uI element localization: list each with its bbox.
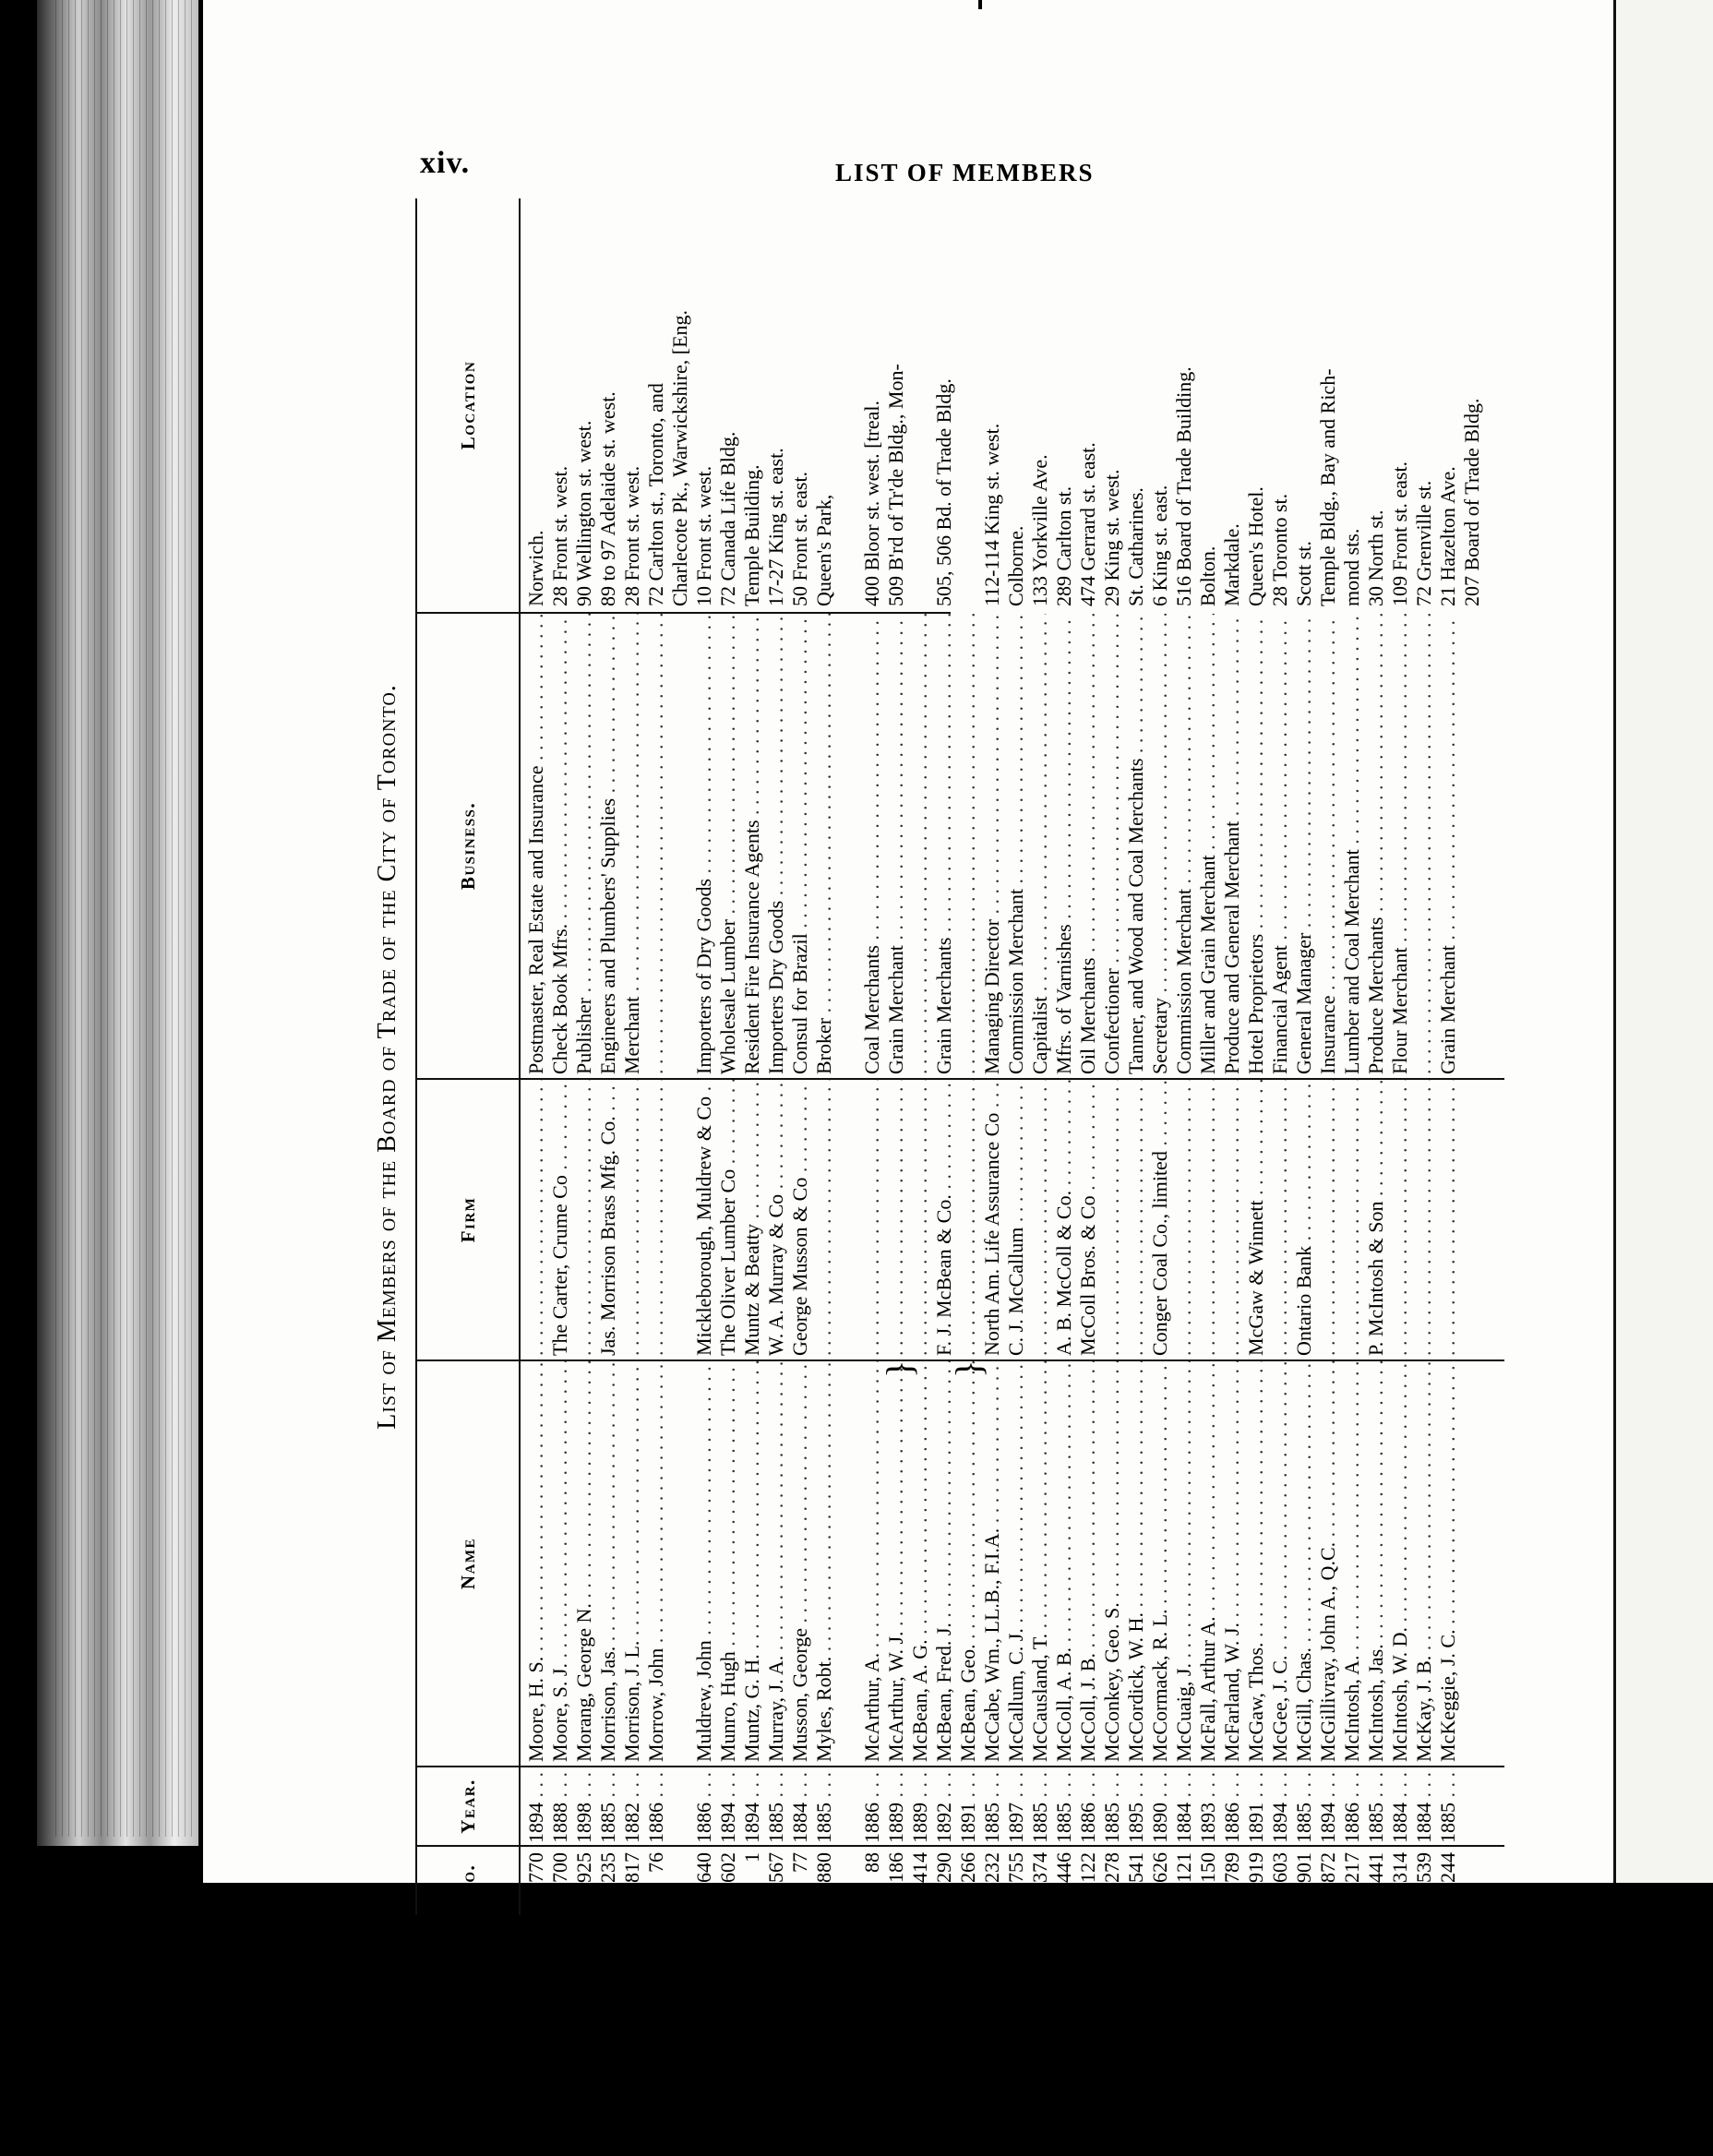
cell-name: McCausland, T. . . .: [1028, 1361, 1051, 1767]
cell-firm: [620, 1080, 643, 1361]
cell-location: Markdale.: [1220, 523, 1243, 606]
cell-year: 1885 . . .: [980, 1767, 1003, 1847]
cell-no: 567: [764, 1852, 787, 1883]
cell-year: 1885 . . .: [1292, 1767, 1315, 1847]
cell-year: 1884 . . .: [1388, 1767, 1411, 1847]
cell-location: 28 Front st. west.: [620, 465, 643, 606]
cell-year: 1894 . . .: [1268, 1767, 1291, 1847]
cell-year: 1897 . . .: [1004, 1767, 1027, 1847]
cell-name: McIntosh, A. . . .: [1340, 1361, 1363, 1767]
cell-year: 1886 . . .: [1340, 1767, 1363, 1847]
cell-location: 400 Bloor st. west. [treal.: [860, 400, 883, 606]
cell-name: McIntosh, Jas. . . .: [1364, 1361, 1387, 1767]
table-row: [956, 198, 979, 1915]
cell-location: St. Catharines.: [1124, 487, 1147, 606]
cell-year: 1885 . . .: [1100, 1767, 1123, 1847]
cell-business: [956, 614, 979, 1080]
cell-year: 1886 . . .: [644, 1767, 667, 1847]
cell-year: 1894 . . .: [524, 1767, 547, 1847]
table-row: [1316, 198, 1339, 1915]
cell-firm: [1268, 1080, 1291, 1361]
table-row: [1004, 198, 1027, 1915]
cell-firm: [644, 1080, 667, 1361]
cell-firm: A. B. McColl & Co. . . .: [1052, 1080, 1075, 1361]
header-firm: Firm: [417, 1080, 519, 1361]
cell-business: Importers of Dry Goods . . .: [692, 614, 715, 1080]
cell-business: Postmaster, Real Estate and Insurance . . .: [524, 614, 547, 1080]
cell-location: 21 Hazelton Ave.: [1436, 466, 1459, 606]
cell-firm: [1412, 1080, 1435, 1361]
cell-location: [908, 198, 931, 614]
cell-name: McCuaig, J. . . .: [1172, 1361, 1195, 1767]
cell-firm: [1436, 1080, 1459, 1361]
cell-firm: [1124, 1080, 1147, 1361]
cell-business: Commission Merchant . . .: [1172, 614, 1195, 1080]
table-row: [764, 198, 787, 1915]
cell-no: 872: [1316, 1852, 1339, 1883]
header-year: Year.: [417, 1767, 519, 1847]
cell-name: McKay, J. B. . . .: [1412, 1361, 1435, 1767]
cell-firm: [884, 1080, 907, 1361]
cell-no: 186: [884, 1852, 907, 1883]
table-row: [572, 198, 595, 1915]
table-row: [980, 198, 1003, 1915]
cell-location: 17-27 King st. east.: [764, 448, 787, 606]
table-row: [524, 198, 547, 1915]
cell-business: Flour Merchant . . .: [1388, 614, 1411, 1080]
cell-location: 207 Board of Trade Bldg.: [1460, 398, 1483, 606]
cell-firm: [908, 1080, 931, 1361]
cell-business: Financial Agent . . .: [1268, 614, 1291, 1080]
cell-business: Grain Merchants . . .: [932, 614, 955, 1080]
table-row: [1268, 198, 1291, 1915]
cell-name: Morang, George N. . . .: [572, 1361, 595, 1767]
cell-business: Consul for Brazil . . .: [788, 614, 811, 1080]
cell-year: 1895 . . .: [1124, 1767, 1147, 1847]
cell-year: 1885 . . .: [1028, 1767, 1051, 1847]
cell-location: 509 B'rd of Tr'de Bldg., Mon-: [884, 364, 907, 606]
cell-location: Bolton.: [1196, 545, 1219, 606]
cell-business: Managing Director . . .: [980, 614, 1003, 1080]
cell-location: 90 Wellington st. west.: [572, 420, 595, 606]
scan-mark: [978, 0, 982, 9]
table-row: [1148, 198, 1171, 1915]
cell-business: Engineers and Plumbers' Supplies . . .: [596, 614, 619, 1080]
cell-year: [1460, 1767, 1483, 1847]
cell-name: Muntz, G. H. . . .: [740, 1361, 763, 1767]
header-no: No.: [457, 1863, 479, 1898]
cell-name: McArthur, W. J. . . .: [884, 1361, 907, 1767]
cell-no: 290: [932, 1852, 955, 1883]
cell-no: 602: [716, 1852, 739, 1883]
table-row: [1388, 198, 1411, 1915]
cell-location: Norwich.: [524, 530, 547, 606]
cell-name: McGee, J. C. . . .: [1268, 1361, 1291, 1767]
cell-no: 880: [812, 1852, 835, 1883]
table-row: [860, 198, 883, 1915]
cell-name: Moore, S. J. . . .: [548, 1361, 571, 1767]
table-row: [1076, 198, 1099, 1915]
cell-year: 1893 . . .: [1196, 1767, 1219, 1847]
cell-location: 474 Gerrard st. east.: [1076, 442, 1099, 606]
table-row: [1028, 198, 1051, 1915]
cell-firm: George Musson & Co . . .: [788, 1080, 811, 1361]
cell-no: 446: [1052, 1852, 1075, 1883]
cell-firm: [1340, 1080, 1363, 1361]
cell-firm: Ontario Bank . . .: [1292, 1080, 1315, 1361]
cell-no: †640: [692, 1852, 715, 1893]
cell-no: 121: [1172, 1852, 1195, 1883]
table-row: [668, 198, 691, 1915]
cell-name: Morrison, Jas. . . .: [596, 1361, 619, 1767]
cell-no: 278: [1100, 1852, 1123, 1883]
cell-firm: [572, 1080, 595, 1361]
cell-no: 541: [1124, 1852, 1147, 1883]
cell-business: Confectioner . . .: [1100, 614, 1123, 1080]
cell-business: Tanner, and Wood and Coal Merchants . . .: [1124, 614, 1147, 1080]
table-row: [1460, 198, 1483, 1915]
cell-name: McCallum, C. J. . . .: [1004, 1361, 1027, 1767]
cell-year: [836, 1767, 859, 1847]
cell-firm: The Oliver Lumber Co . . .: [716, 1080, 739, 1361]
cell-firm: C. J. McCallum . . .: [1004, 1080, 1027, 1361]
cell-location: 50 Front st. east.: [788, 471, 811, 606]
cell-firm: [668, 1080, 691, 1361]
cell-name: McCabe, Wm., LL.B., F.I.A. . . .: [980, 1361, 1003, 1767]
table-header: [415, 198, 521, 1915]
cell-year: 1894 . . .: [740, 1767, 763, 1847]
cell-location: Colborne.: [1004, 525, 1027, 606]
cell-name: Morrow, John . . .: [644, 1361, 667, 1767]
cell-no: 314: [1388, 1852, 1411, 1883]
cell-year: 1885 . . .: [1052, 1767, 1075, 1847]
table-row: [1364, 198, 1387, 1915]
table-row: [884, 198, 907, 1915]
cell-year: 1894 . . .: [1316, 1767, 1339, 1847]
cell-year: 1885 . . .: [596, 1767, 619, 1847]
cell-location: 72 Canada Life Bldg.: [716, 431, 739, 606]
table-row: [1124, 198, 1147, 1915]
cell-location: 28 Toronto st.: [1268, 493, 1291, 606]
cell-business: Check Book Mfrs. . . .: [548, 614, 571, 1080]
cell-year: 1885 . . .: [1364, 1767, 1387, 1847]
cell-name: Murray, J. A. . . .: [764, 1361, 787, 1767]
cell-firm: [1388, 1080, 1411, 1361]
cell-business: Secretary . . .: [1148, 614, 1171, 1080]
cell-year: 1885 . . .: [764, 1767, 787, 1847]
cell-no: †235: [596, 1852, 619, 1893]
table-row: [692, 198, 715, 1915]
cell-no: 1: [740, 1852, 763, 1863]
cell-firm: Muntz & Beatty . . .: [740, 1080, 763, 1361]
table-row: [1436, 198, 1459, 1915]
cell-no: [836, 1849, 859, 1915]
cell-firm: Jas. Morrison Brass Mfg. Co. . . .: [596, 1080, 619, 1361]
cell-no: 919: [1244, 1852, 1267, 1883]
cell-location: 72 Carlton st., Toronto, and: [644, 383, 667, 606]
cell-business: Merchant . . .: [620, 614, 643, 1080]
table-row: [1052, 198, 1075, 1915]
cell-business: Coal Merchants . . .: [860, 614, 883, 1080]
cell-year: 1882 . . .: [620, 1767, 643, 1847]
table-body: [517, 198, 1504, 1915]
cell-firm: [956, 1080, 979, 1361]
cell-business: [1412, 614, 1435, 1080]
cell-no: 76: [644, 1852, 667, 1873]
cell-no: †700: [548, 1852, 571, 1893]
cell-name: McFall, Arthur A. . . .: [1196, 1361, 1219, 1767]
cell-location: Charlecote Pk., Warwickshire, [Eng.: [668, 309, 691, 606]
facing-page-edge: [1613, 0, 1713, 1883]
table-row: [1196, 198, 1219, 1915]
cell-business: Insurance . . .: [1316, 614, 1339, 1080]
cell-business: Commission Merchant . . .: [1004, 614, 1027, 1080]
table-row: [1220, 198, 1243, 1915]
cell-name: Munro, Hugh . . .: [716, 1361, 739, 1767]
cell-firm: [1316, 1080, 1339, 1361]
cell-no: 925: [572, 1852, 595, 1883]
cell-firm: [1196, 1080, 1219, 1361]
cell-name: Morrison, J. L. . . .: [620, 1361, 643, 1767]
brace: }: [948, 1359, 989, 1378]
cell-name: McCordick, W. H. . . .: [1124, 1361, 1147, 1767]
cell-year: 1898 . . .: [572, 1767, 595, 1847]
cell-firm: McColl Bros. & Co . . .: [1076, 1080, 1099, 1361]
header-name: Name: [417, 1361, 519, 1767]
cell-business: [668, 614, 691, 1080]
cell-name: McCormack, R. L. . . .: [1148, 1361, 1171, 1767]
cell-location: 30 North st.: [1364, 509, 1387, 606]
cell-business: Publisher . . .: [572, 614, 595, 1080]
cell-name: Musson, George . . .: [788, 1361, 811, 1767]
cell-business: Importers Dry Goods . . .: [764, 614, 787, 1080]
cell-business: Oil Merchants . . .: [1076, 614, 1099, 1080]
cell-location: Scott st.: [1292, 541, 1315, 606]
cell-no: [1460, 1849, 1483, 1915]
cell-name: McBean, A. G. . . .: [908, 1361, 931, 1767]
cell-name: McBean, Fred. J. . . .: [932, 1361, 955, 1767]
cell-year: 1892 . . .: [932, 1767, 955, 1847]
cell-business: Resident Fire Insurance Agents . . .: [740, 614, 763, 1080]
cell-no: 901: [1292, 1852, 1315, 1883]
cell-firm: McGaw & Winnett . . .: [1244, 1080, 1267, 1361]
table-row: [596, 198, 619, 1915]
header-business: Business.: [417, 614, 519, 1080]
cell-location: mond sts.: [1340, 528, 1363, 606]
cell-name: Muldrew, John . . .: [692, 1361, 715, 1767]
cell-name: McArthur, A. . . .: [860, 1361, 883, 1767]
cell-firm: [1100, 1080, 1123, 1361]
cell-location: 10 Front st. west.: [692, 465, 715, 606]
cell-location: 516 Board of Trade Building.: [1172, 366, 1195, 606]
cell-no: 603: [1268, 1852, 1291, 1883]
cell-no: 626: [1148, 1852, 1171, 1883]
cell-name: McConkey, Geo. S. . . .: [1100, 1361, 1123, 1767]
cell-year: 1888 . . .: [548, 1767, 571, 1847]
cell-location: 29 King st. west.: [1100, 469, 1123, 606]
cell-no: 77: [788, 1852, 811, 1873]
cell-location: 133 Yorkville Ave.: [1028, 454, 1051, 606]
cell-name: [836, 1361, 859, 1767]
cell-name: McKeggie, J. C. . . .: [1436, 1361, 1459, 1767]
cell-firm: [812, 1080, 835, 1361]
members-table: [360, 198, 1504, 1915]
cell-no: 88: [860, 1852, 883, 1873]
cell-name: McColl, J. B. . . .: [1076, 1361, 1099, 1767]
cell-no: 232: [980, 1852, 1003, 1883]
cell-name: [668, 1361, 691, 1767]
page-number: xiv.: [420, 146, 471, 180]
cell-business: Miller and Grain Merchant . . .: [1196, 614, 1219, 1080]
cell-no: 374: [1028, 1852, 1051, 1883]
table-row: [836, 198, 859, 1915]
table-row: [1340, 198, 1363, 1915]
cell-firm: The Carter, Crume Co . . .: [548, 1080, 571, 1361]
cell-location: 72 Grenville st.: [1412, 480, 1435, 606]
cell-location: 109 Front st. east.: [1388, 461, 1411, 606]
cell-year: 1885 . . .: [1436, 1767, 1459, 1847]
cell-firm: P. McIntosh & Son . . .: [1364, 1080, 1387, 1361]
cell-name: Myles, Robt. . . .: [812, 1361, 835, 1767]
cell-business: Broker . . .: [812, 614, 835, 1080]
cell-business: Mfrs. of Varnishes . . .: [1052, 614, 1075, 1080]
cell-location: [836, 198, 859, 614]
cell-business: Capitalist . . .: [1028, 614, 1051, 1080]
cell-no: 217: [1340, 1852, 1363, 1883]
table-row: [788, 198, 811, 1915]
cell-location: 28 Front st. west.: [548, 465, 571, 606]
brace: }: [879, 1359, 920, 1378]
cell-business: Produce Merchants . . .: [1364, 614, 1387, 1080]
cell-no: 150: [1196, 1852, 1219, 1883]
cell-business: Produce and General Merchant . . .: [1220, 614, 1243, 1080]
cell-year: 1886 . . .: [1220, 1767, 1243, 1847]
page-stack-edges: [55, 0, 194, 1837]
cell-firm: [524, 1080, 547, 1361]
cell-no: [668, 1849, 691, 1915]
cell-firm: F. J. McBean & Co. . . .: [932, 1080, 955, 1361]
cell-no: 266: [956, 1852, 979, 1883]
cell-location: [956, 198, 979, 614]
table-row: [1100, 198, 1123, 1915]
cell-business: [836, 614, 859, 1080]
cell-year: 1884 . . .: [1172, 1767, 1195, 1847]
cell-year: 1889 . . .: [908, 1767, 931, 1847]
table-row: [740, 198, 763, 1915]
cell-year: 1890 . . .: [1148, 1767, 1171, 1847]
cell-business: Grain Merchant . . .: [1436, 614, 1459, 1080]
cell-name: [1460, 1361, 1483, 1767]
cell-year: 1885 . . .: [812, 1767, 835, 1847]
table-row: [716, 198, 739, 1915]
cell-location: Temple Building.: [740, 464, 763, 606]
cell-location: 6 King st. east.: [1148, 485, 1171, 606]
cell-firm: North Am. Life Assurance Co . . .: [980, 1080, 1003, 1361]
table-title: List of Members of the Board of Trade of the City of Toronto.: [373, 684, 401, 1430]
running-head: LIST OF MEMBERS: [835, 159, 1095, 186]
cell-name: McGill, Chas. . . .: [1292, 1361, 1315, 1767]
cell-name: McColl, A. B. . . .: [1052, 1361, 1075, 1767]
cell-no: †817: [620, 1852, 643, 1893]
cell-name: Moore, H. S. . . .: [524, 1361, 547, 1767]
cell-year: 1886 . . .: [1076, 1767, 1099, 1847]
table-row: [620, 198, 643, 1915]
cell-firm: W. A. Murray & Co . . .: [764, 1080, 787, 1361]
cell-firm: [1460, 1080, 1483, 1361]
table-row: [812, 198, 835, 1915]
cell-firm: [1028, 1080, 1051, 1361]
cell-year: 1884 . . .: [788, 1767, 811, 1847]
cell-location: 89 to 97 Adelaide st. west.: [596, 391, 619, 606]
table-row: [1244, 198, 1267, 1915]
cell-no: 770: [524, 1852, 547, 1883]
cell-year: 1894 . . .: [716, 1767, 739, 1847]
cell-business: Grain Merchant . . .: [884, 614, 907, 1080]
cell-business: Lumber and Coal Merchant . . .: [1340, 614, 1363, 1080]
cell-year: 1891 . . .: [956, 1767, 979, 1847]
cell-firm: [1172, 1080, 1195, 1361]
cell-year: 1886 . . .: [692, 1767, 715, 1847]
cell-location: Queen's Hotel.: [1244, 486, 1267, 606]
cell-year: 1886 . . .: [860, 1767, 883, 1847]
table-row: [1172, 198, 1195, 1915]
table-row: [1412, 198, 1435, 1915]
cell-business: General Manager . . .: [1292, 614, 1315, 1080]
cell-name: McBean, Geo. . . .: [956, 1361, 979, 1767]
cell-no: 122: [1076, 1852, 1099, 1883]
cell-location: 112-114 King st. west.: [980, 423, 1003, 606]
scan-background: [0, 1883, 1713, 2156]
cell-no: 789: [1220, 1852, 1243, 1883]
table-row: [1292, 198, 1315, 1915]
cell-location: Temple Bldg., Bay and Rich-: [1316, 368, 1339, 606]
cell-name: McGaw, Thos. . . .: [1244, 1361, 1267, 1767]
cell-name: McGillivray, John A., Q.C. . . .: [1316, 1361, 1339, 1767]
table-row: [644, 198, 667, 1915]
cell-business: [1460, 614, 1483, 1080]
table-row: [908, 198, 931, 1915]
cell-firm: [836, 1080, 859, 1361]
cell-location: 289 Carlton st.: [1052, 485, 1075, 606]
cell-location: Queen's Park,: [812, 494, 835, 606]
cell-no: 539: [1412, 1852, 1435, 1883]
cell-year: 1884 . . .: [1412, 1767, 1435, 1847]
cell-firm: Conger Coal Co., limited . . .: [1148, 1080, 1171, 1361]
cell-no: 755: [1004, 1852, 1027, 1883]
header-location: Location: [417, 198, 519, 614]
table-row: [548, 198, 571, 1915]
cell-firm: [1220, 1080, 1243, 1361]
cell-firm: Mickleborough, Muldrew & Co . . .: [692, 1080, 715, 1361]
cell-year: 1891 . . .: [1244, 1767, 1267, 1847]
cell-business: [908, 614, 931, 1080]
cell-business: Wholesale Lumber . . .: [716, 614, 739, 1080]
cell-name: McIntosh, W. D. . . .: [1388, 1361, 1411, 1767]
cell-firm: [860, 1080, 883, 1361]
cell-business: Hotel Proprietors . . .: [1244, 614, 1267, 1080]
cell-no: 244: [1436, 1852, 1459, 1883]
table-row: [932, 198, 955, 1915]
cell-no: 414: [908, 1852, 931, 1883]
cell-name: McFarland, W. J. . . .: [1220, 1361, 1243, 1767]
cell-year: [668, 1767, 691, 1847]
cell-location: 505, 506 Bd. of Trade Bldg.: [932, 378, 955, 606]
cell-business: [644, 614, 667, 1080]
cell-year: 1889 . . .: [884, 1767, 907, 1847]
cell-no: 441: [1364, 1852, 1387, 1883]
